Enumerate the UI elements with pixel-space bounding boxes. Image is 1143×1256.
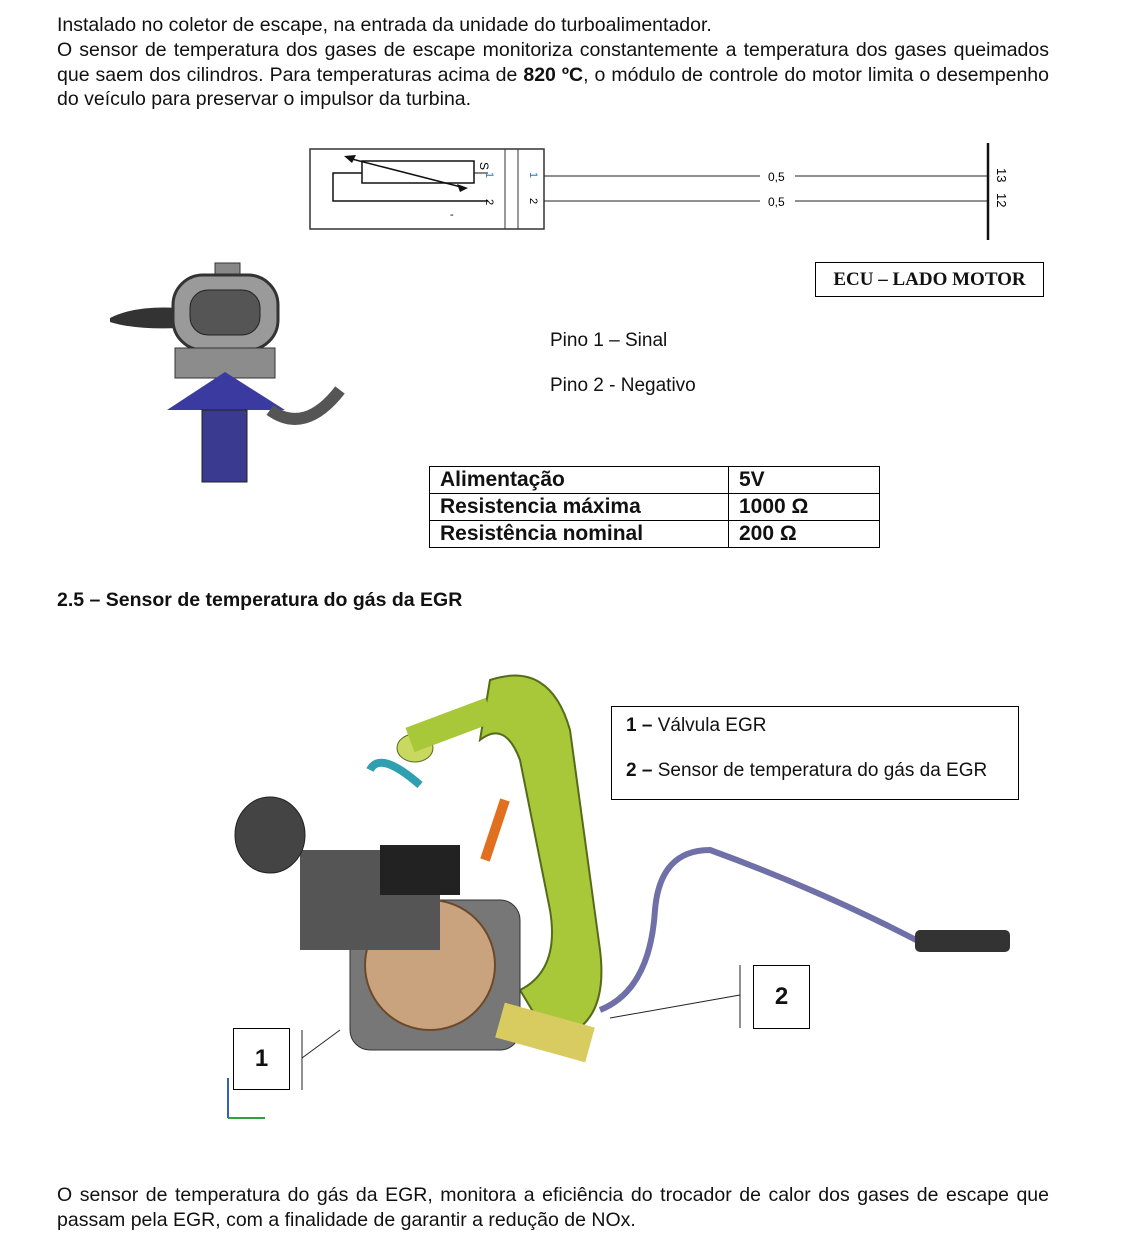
legend-text: Sensor de temperatura do gás da EGR: [652, 760, 988, 781]
temperature-threshold: 820 ºC: [523, 63, 584, 86]
legend-number: 1 –: [626, 715, 653, 736]
ecu-pin-12: 12: [994, 193, 1009, 208]
pin-1-label: Pino 1 – Sinal: [550, 330, 668, 351]
egr-legend: [611, 706, 1019, 800]
table-row: [430, 494, 880, 521]
wire-gauge-2: 0,5: [768, 195, 785, 209]
spec-value: 1000 Ω: [729, 494, 880, 521]
sensor-pin-1: 1: [483, 172, 495, 179]
sensor-pin-neg: -: [450, 209, 454, 221]
table-row: [430, 467, 880, 494]
pin-2-label: Pino 2 - Negativo: [550, 375, 696, 396]
callout-2: 2: [753, 965, 810, 1029]
intro-text-end: , o módulo de controle do motor limita o desempenho do veículo para preservar o impulsor da turbina.: [57, 63, 1049, 110]
legend-text: Válvula EGR: [652, 715, 767, 736]
intro-line: Instalado no coletor de escape, na entrada da unidade do turboalimentador.: [57, 14, 712, 36]
intro-text: O sensor de temperatura dos gases de escape monitoriza constantemente a temperatura dos gases queimados que saem dos cilindros. Para temperaturas acima de: [57, 39, 1049, 86]
spec-table: [429, 466, 880, 548]
callout-1: 1: [233, 1028, 290, 1090]
spec-label: Resistência nominal: [430, 521, 729, 548]
ecu-pin-13: 13: [994, 168, 1009, 183]
legend-item-2: [626, 760, 987, 782]
closing-paragraph: O sensor de temperatura do gás da EGR, monitora a eficiência do trocador de calor dos gases de escape que passam pela EGR, com a finalidade de garantir a redução de NOx.: [57, 1184, 1049, 1231]
legend-number: 2 –: [626, 760, 653, 781]
spec-value: 200 Ω: [729, 521, 880, 548]
exhaust-temp-sensor-image: [105, 260, 350, 485]
wiring-diagram: [300, 140, 1050, 245]
sensor-pin-s: S: [477, 162, 491, 171]
connector-pin-1: 1: [527, 172, 539, 179]
spec-label: Resistencia máxima: [430, 494, 729, 521]
table-row: [430, 521, 880, 548]
spec-label: Alimentação: [430, 467, 729, 494]
wire-gauge-1: 0,5: [768, 170, 785, 184]
intro-paragraph: [57, 38, 1049, 112]
spec-value: 5V: [729, 467, 880, 494]
connector-pin-2: 2: [527, 198, 539, 205]
sensor-pin-2: 2: [483, 199, 495, 206]
section-heading: 2.5 – Sensor de temperatura do gás da EGR: [57, 589, 463, 611]
legend-item-1: [626, 715, 766, 737]
ecu-label: ECU – LADO MOTOR: [815, 262, 1044, 297]
